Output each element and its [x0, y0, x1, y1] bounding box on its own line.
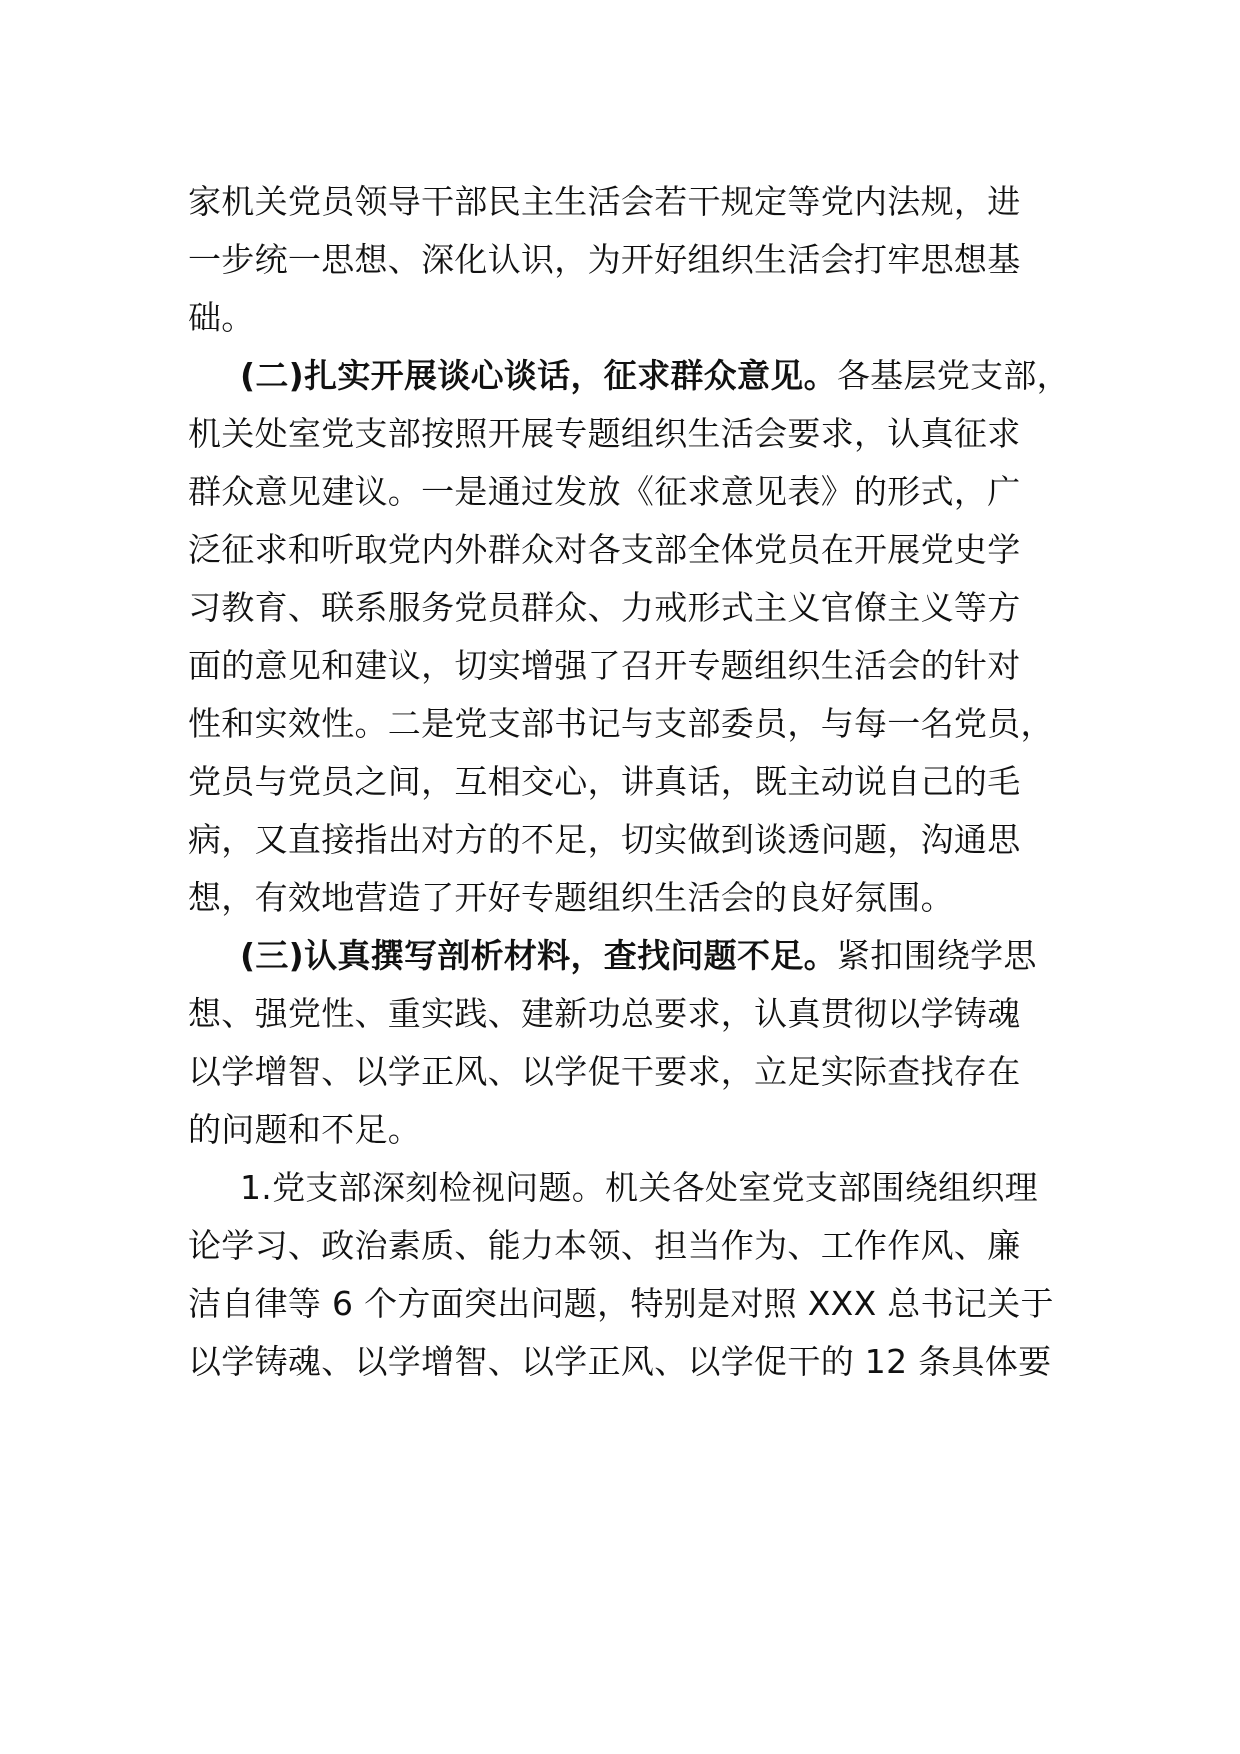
paragraph-line: 病，又直接指出对方的不足，切实做到谈透问题，沟通思 — [188, 820, 1021, 859]
section-text: 紧扣围绕学思 — [836, 936, 1037, 975]
paragraph-line: 础。 — [188, 298, 255, 337]
paragraph-line: 泛征求和听取党内外群众对各支部全体党员在开展党史学 — [188, 530, 1021, 569]
numbered-item-line: 1.党支部深刻检视问题。机关各处室党支部围绕组织理 — [240, 1168, 1038, 1207]
section-text: 各基层党支部， — [836, 356, 1070, 395]
paragraph-line: 洁自律等 6 个方面突出问题，特别是对照 XXX 总书记关于 — [188, 1284, 1054, 1323]
paragraph-line: 想，有效地营造了开好专题组织生活会的良好氛围。 — [188, 878, 954, 917]
paragraph-line: 机关处室党支部按照开展专题组织生活会要求，认真征求 — [188, 414, 1021, 453]
paragraph-line: 性和实效性。二是党支部书记与支部委员，与每一名党员， — [188, 704, 1054, 743]
paragraph-line: 党员与党员之间，互相交心，讲真话，既主动说自己的毛 — [188, 762, 1021, 801]
paragraph-line: 以学铸魂、以学增智、以学正风、以学促干的 12 条具体要 — [188, 1342, 1052, 1381]
paragraph-line: 群众意见建议。一是通过发放《征求意见表》的形式，广 — [188, 472, 1021, 511]
paragraph-line: 的问题和不足。 — [188, 1110, 422, 1149]
paragraph-line: 想、强党性、重实践、建新功总要求，认真贯彻以学铸魂 — [188, 994, 1021, 1033]
section-heading-line — [240, 356, 1070, 396]
section-heading: (二)扎实开展谈心谈话，征求群众意见。 — [240, 356, 837, 395]
section-heading-line — [240, 936, 1037, 976]
paragraph-line: 论学习、政治素质、能力本领、担当作为、工作作风、廉 — [188, 1226, 1021, 1265]
paragraph-line: 一步统一思想、深化认识，为开好组织生活会打牢思想基 — [188, 240, 1021, 279]
section-heading: (三)认真撰写剖析材料，查找问题不足。 — [240, 936, 837, 975]
paragraph-line: 家机关党员领导干部民主生活会若干规定等党内法规，进 — [188, 182, 1021, 221]
paragraph-line: 面的意见和建议，切实增强了召开专题组织生活会的针对 — [188, 646, 1021, 685]
paragraph-line: 以学增智、以学正风、以学促干要求，立足实际查找存在 — [188, 1052, 1021, 1091]
paragraph-line: 习教育、联系服务党员群众、力戒形式主义官僚主义等方 — [188, 588, 1021, 627]
